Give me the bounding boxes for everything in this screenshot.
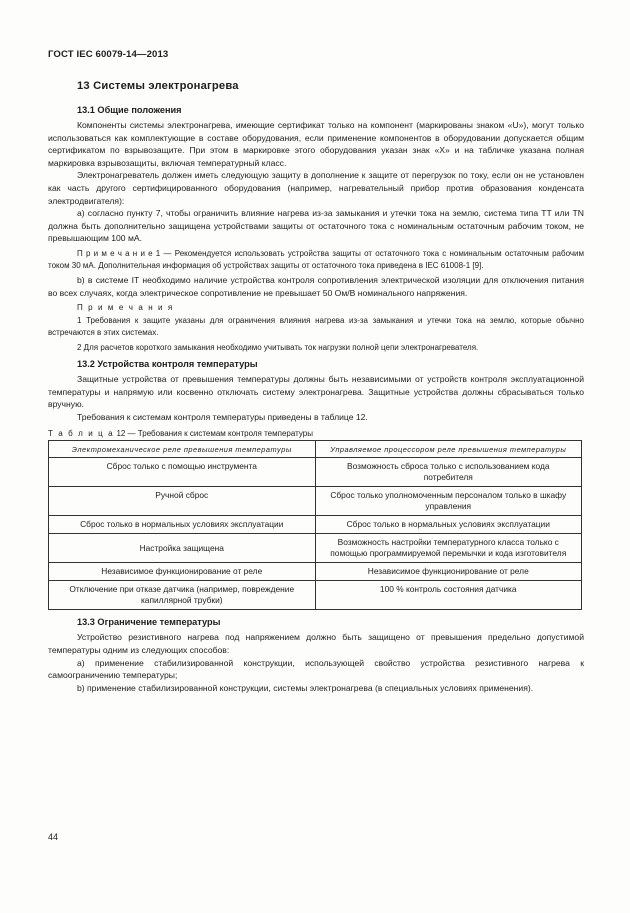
section-title: 13 Системы электронагрева [77,80,239,92]
note-item: 1 Требования к защите указаны для ограничения влияния нагрева из-за замыкания и утечки тока на землю, которые обычно встречаются в этих системах. [48,316,584,337]
table-row [49,534,582,563]
table-row [49,487,582,516]
table-cell: Ручной сброс [49,487,316,516]
table-cell: Возможность сброса только с использованием кода потребителя [315,458,582,487]
table-caption [48,429,584,438]
table-cell: Отключение при отказе датчика (например, повреждение капиллярной трубки) [49,581,316,610]
table-header-cell: Электромеханическое реле превышения температуры [49,441,316,458]
table-cell: Возможность настройки температурного класса только с помощью программируемой перемычки и кода изготовителя [315,534,582,563]
document-header: ГОСТ IEC 60079-14—2013 [48,49,169,60]
paragraph: Компоненты системы электронагрева, имеющие сертификат только на компонент (маркированы знаком «U»), могут только использоваться как комплектующие в составе оборудования, если применение компонентов в оборудовании допускается общим сертификатом по взрывозащите. При этом в маркировке этого оборудования указан знак «X» и на табличке указана полная маркировка взрывозащиты, включая температурный класс. [48,120,584,168]
table-header-cell: Управляемое процессором реле превышения температуры [315,441,582,458]
subsection-title-13-1: 13.1 Общие положения [77,105,182,115]
table-row [49,563,582,581]
table-row [49,581,582,610]
table-caption-text: 12 — Требования к системам контроля температуры [114,429,313,439]
paragraph: a) применение стабилизированной конструкции, использующей свойство устройства резистивного нагрева к самоограничению температуры; [48,657,584,681]
subsection-title-13-2: 13.2 Устройства контроля температуры [77,359,258,370]
temperature-control-table [48,440,582,610]
table-cell: 100 % контроль состояния датчика [315,581,582,610]
table-cell: Сброс только в нормальных условиях эксплуатации [49,516,316,534]
note-1 [48,248,584,271]
paragraph: b) в системе IT необходимо наличие устройства контроля сопротивления электрической изоляции для отключения питания во всех случаях, когда электрическое сопротивление не превышает 50 Ом/В номинального напряжения. [48,275,584,298]
table-row [49,516,582,534]
table-cell: Сброс только в нормальных условиях эксплуатации [315,516,582,534]
note-label: П р и м е ч а н и е 1 [77,248,161,258]
table-caption-label: Т а б л и ц а [48,429,115,439]
paragraph: b) применение стабилизированной конструкции, системы электронагрева (в специальных условиях применения). [77,682,534,693]
paragraph: Электронагреватель должен иметь следующую защиту в дополнение к защите от перегрузок по току, если он не установлен как часть другого сертифицированного оборудования (например, нагревательный прибор против образования конденсата электродвигателя): [48,170,584,206]
table-cell: Независимое функционирование от реле [315,563,582,581]
paragraph: Устройство резистивного нагрева под напряжением должно быть защищено от превышения предельно допустимой температуры одним из следующих способов: [48,632,584,656]
page-number: 44 [48,832,59,842]
document-body [48,80,584,694]
paragraph: a) согласно пункту 7, чтобы ограничить влияние нагрева из-за замыкания и утечки тока на землю, система типа TT или TN должна быть дополнительно защищена устройствами защиты от остаточного тока с номинальным остаточным рабочим током, не превышающим 100 мА. [48,208,584,244]
note-item: 2 Для расчетов короткого замыкания необходимо учитывать ток нагрузки полной цепи электронагревателя. [77,342,479,352]
table-cell: Сброс только уполномоченным персоналом только в шкафу управления [315,487,582,516]
table-cell: Независимое функционирование от реле [49,563,316,581]
paragraph: Защитные устройства от превышения температуры должны быть независимыми от устройств контроля эксплуатационной температуры и напрямую или косвенно отключать систему электронагрева. Защитные устройства должны сбрасываться только вручную. [48,374,584,410]
table-row [49,458,582,487]
table-cell: Настройка защищена [49,534,316,563]
subsection-title-13-3: 13.3 Ограничение температуры [77,617,221,628]
note-text: — Рекомендуется использовать устройства защиты от остаточного тока с номинальным остаточным рабочим током 30 мА. Дополнительная информация об устройствах защиты от остаточного тока приведена в IEC 61008-1 [9]. [48,248,584,270]
paragraph: Требования к системам контроля температуры приведены в таблице 12. [77,411,368,422]
table-cell: Сброс только с помощью инструмента [49,458,316,487]
table-header-row [49,441,582,458]
notes-heading: П р и м е ч а н и я [77,303,174,313]
